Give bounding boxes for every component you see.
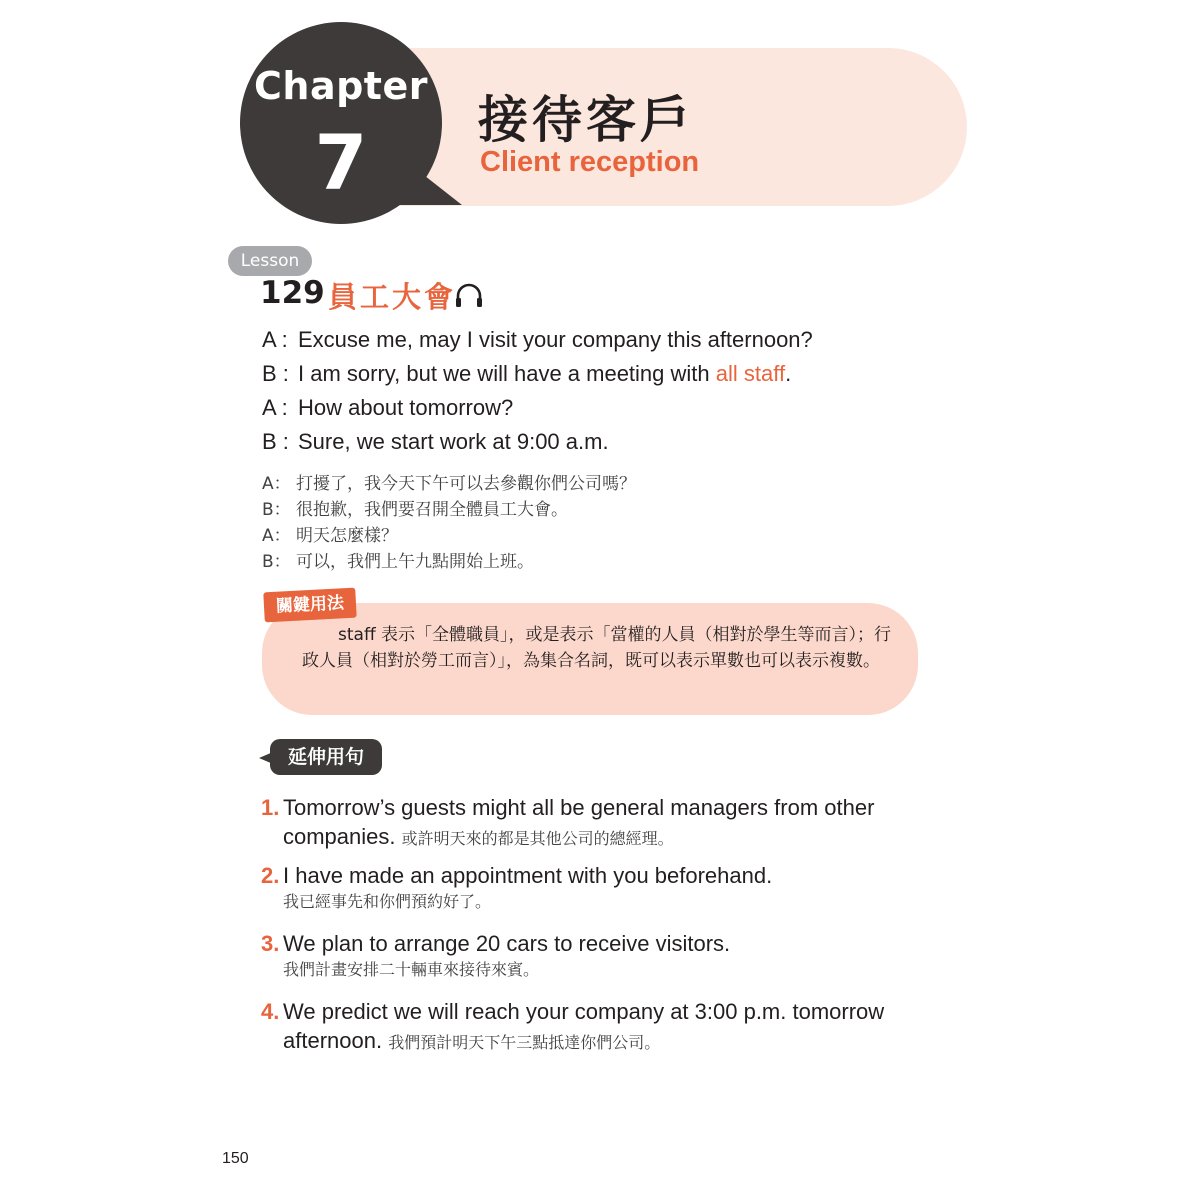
dialogue-line-en <box>262 327 813 353</box>
item-text-zh: 或許明天來的都是其他公司的總經理。 <box>401 829 674 848</box>
key-usage-text: staff 表示「全體職員」，或是表示「當權的人員（相對於學生等而言）；行政人員（相對於勞工而言）」，為集合名詞，既可以表示單數也可以表示複數。 <box>302 625 892 671</box>
dialogue-line-en <box>262 361 791 387</box>
speaker-label: B : <box>262 361 289 386</box>
speaker-label: A : <box>262 327 288 352</box>
dialogue-text-zh: 很抱歉，我們要召開全體員工大會。 <box>296 500 568 520</box>
item-number: 3. <box>261 931 280 956</box>
dialogue-text: I am sorry, but we will have a meeting with <box>298 361 716 386</box>
dialogue-text-zh: 明天怎麼樣？ <box>296 526 398 546</box>
dialogue-line-zh <box>262 521 398 546</box>
list-item <box>261 793 921 853</box>
highlighted-term: all staff <box>715 361 786 386</box>
dialogue-text: How about tomorrow? <box>298 395 514 420</box>
item-text-en: Tomorrow’s guests might all be general managers from other <box>283 795 875 820</box>
lesson-tag: Lesson <box>228 246 312 276</box>
item-text-en: We predict we will reach your company at 3:00 p.m. tomorrow <box>283 999 885 1024</box>
chapter-label: Chapter <box>254 64 428 108</box>
item-text-en: I have made an appointment with you beforehand. <box>283 863 773 888</box>
dialogue-text: Excuse me, may I visit your company this afternoon? <box>298 327 813 352</box>
item-number: 4. <box>261 999 280 1024</box>
lesson-title: 員工大會 <box>328 280 457 314</box>
dialogue-text-zh: 可以，我們上午九點開始上班。 <box>296 552 534 572</box>
dialogue-line-zh <box>262 469 636 494</box>
speaker-label: B： <box>262 500 291 520</box>
dialogue-text-zh: 打擾了，我今天下午可以去參觀你們公司嗎？ <box>296 474 636 494</box>
chapter-title-en: Client reception <box>480 146 700 178</box>
dialogue-line-en <box>262 429 609 455</box>
extended-sentences-tag: 延伸用句 <box>270 739 382 775</box>
dialogue-line-zh <box>262 495 568 520</box>
item-number: 1. <box>261 795 280 820</box>
speaker-label: A : <box>262 395 288 420</box>
speaker-label: B : <box>262 429 289 454</box>
page-number: 150 <box>222 1150 249 1167</box>
speaker-label: B： <box>262 552 291 572</box>
item-text-en: We plan to arrange 20 cars to receive visitors. <box>283 931 731 956</box>
list-item <box>261 929 921 982</box>
dialogue-line-zh <box>262 547 534 572</box>
item-number: 2. <box>261 863 280 888</box>
item-text-zh: 我們預計明天下午三點抵達你們公司。 <box>388 1033 661 1052</box>
item-text-en: afternoon. <box>283 1028 383 1053</box>
chapter-number: 7 <box>314 118 368 207</box>
item-text-en: companies. <box>283 824 396 849</box>
item-text-zh: 我們計畫安排二十輛車來接待來賓。 <box>283 960 540 979</box>
dialogue-text: Sure, we start work at 9:00 a.m. <box>298 429 609 454</box>
list-item <box>261 997 921 1057</box>
dialogue-text: . <box>785 361 792 386</box>
key-usage-tag: 關鍵用法 <box>263 588 356 623</box>
chapter-title-zh: 接待客戶 <box>478 91 694 149</box>
speaker-label: A： <box>262 526 291 546</box>
list-item <box>261 861 921 914</box>
item-text-zh: 我已經事先和你們預約好了。 <box>283 892 492 911</box>
speaker-label: A： <box>262 474 291 494</box>
dialogue-line-en <box>262 395 513 421</box>
lesson-number: 129 <box>260 275 325 311</box>
headphones-icon[interactable] <box>454 282 484 308</box>
